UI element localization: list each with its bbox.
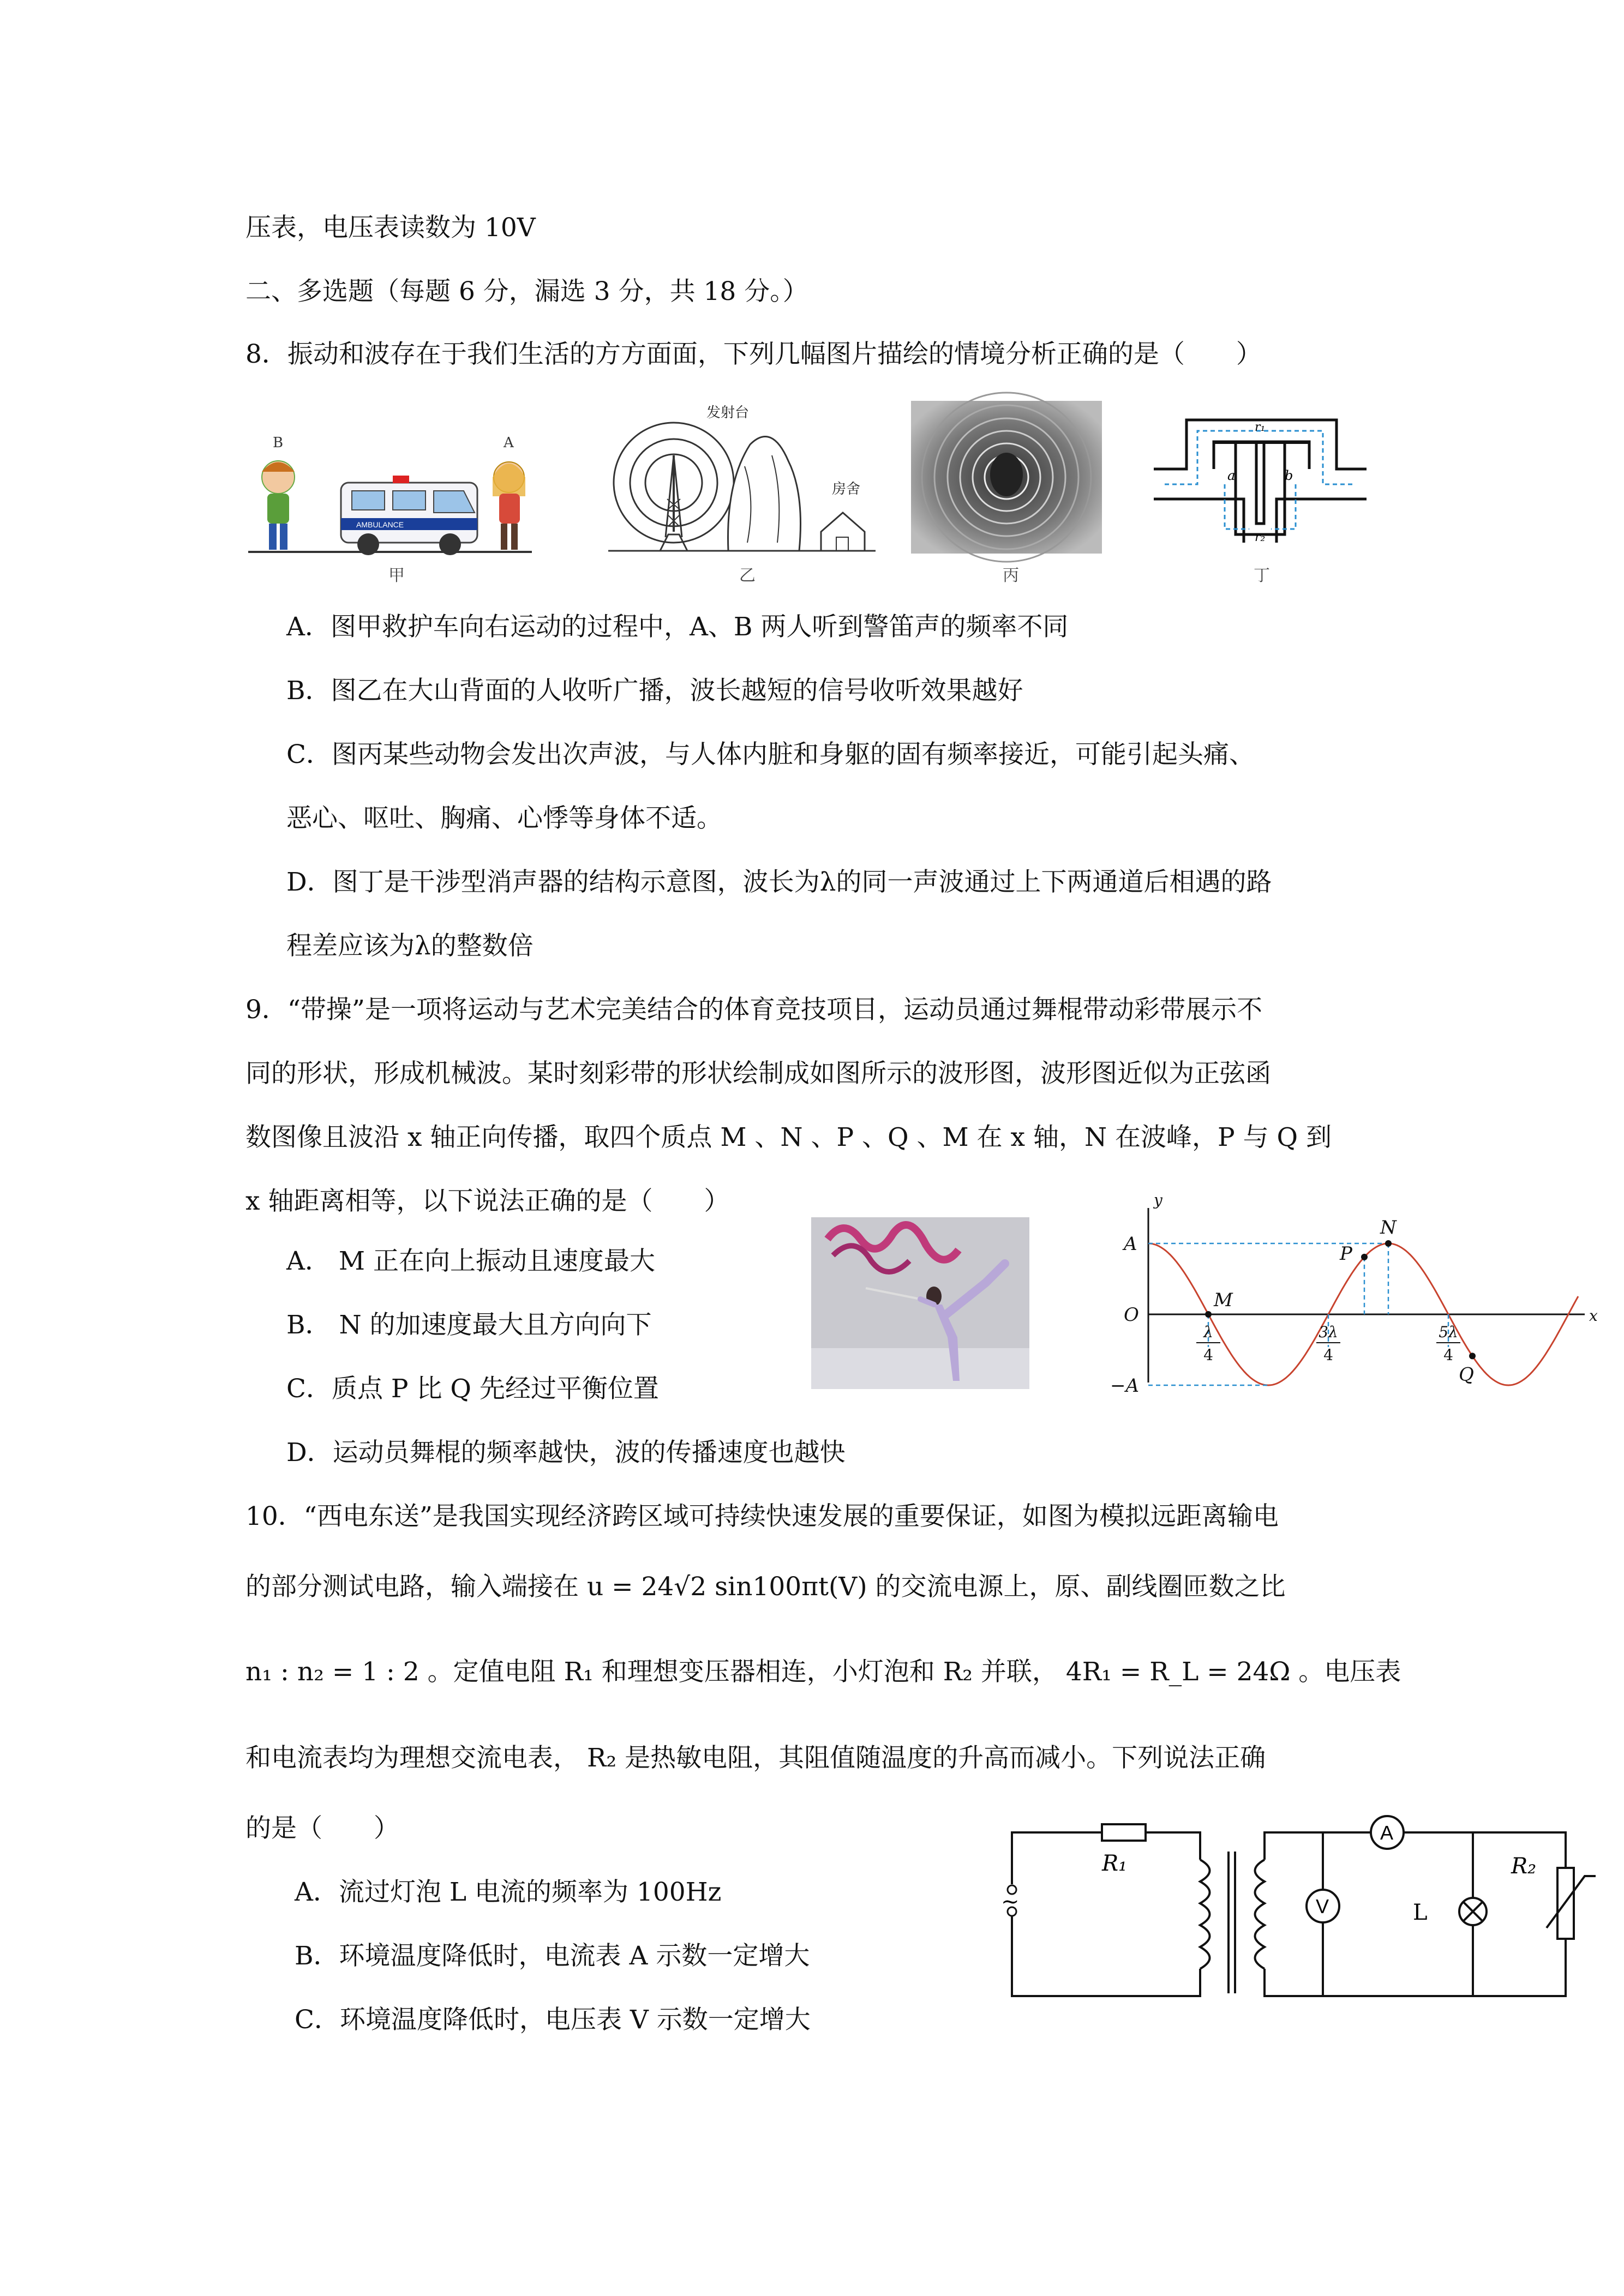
question-10-stem: 10．“西电东送”是我国实现经济跨区域可持续快速发展的重要保证，如图为模拟远距离输电 [245, 1501, 1279, 1531]
amp-label: A [1124, 1233, 1137, 1255]
caption-jia: 甲 [388, 566, 405, 585]
origin-label: O [1124, 1304, 1139, 1326]
option-8a: A．图甲救护车向右运动的过程中，A、B 两人听到警笛声的频率不同 [286, 612, 1069, 642]
label-tower: 发射台 [706, 405, 750, 421]
gymnast-photo [811, 1217, 1029, 1389]
question-9-stem-2: 同的形状，形成机械波。某时刻彩带的形状绘制成如图所示的波形图，波形图近似为正弦函 [245, 1059, 1271, 1089]
label-p: P [1340, 1242, 1352, 1265]
option-9b: B． N 的加速度最大且方向向下 [286, 1310, 652, 1340]
tick-label: 4 [1443, 1346, 1453, 1364]
y-label: y [1154, 1191, 1162, 1209]
tick-label: 5λ [1439, 1323, 1458, 1341]
option-9c: C．质点 P 比 Q 先经过平衡位置 [286, 1374, 659, 1404]
tick-label: 4 [1203, 1346, 1213, 1364]
ammeter-label: A [1380, 1822, 1394, 1844]
text-line: 压表，电压表读数为 10V [245, 213, 536, 243]
label-b-channel: b [1285, 468, 1293, 483]
question-10-stem-3: n₁ : n₂ = 1 : 2 。定值电阻 R₁ 和理想变压器相连，小灯泡和 R₂ 并联， 4R₁ = R_L = 24Ω 。电压表 [245, 1657, 1401, 1687]
figure-yi [608, 401, 876, 548]
wave-graph [1105, 1191, 1598, 1397]
point-m [1205, 1311, 1212, 1318]
figure-ding [1154, 420, 1367, 545]
point-q [1469, 1353, 1476, 1359]
question-10-stem-4: 和电流表均为理想交流电表， R₂ 是热敏电阻，其阻值随温度的升高而减小。下列说法正确 [245, 1743, 1266, 1773]
tick-label: 3λ [1319, 1323, 1338, 1341]
point-p [1361, 1254, 1368, 1260]
label-n: N [1380, 1217, 1397, 1239]
question-8-stem: 8．振动和波存在于我们生活的方方面面，下列几幅图片描绘的情境分析正确的是（ ） [245, 339, 1262, 369]
question-9-stem: 9．“带操”是一项将运动与艺术完美结合的体育竞技项目，运动员通过舞棍带动彩带展示不 [245, 995, 1262, 1025]
option-9d: D．运动员舞棍的频率越快，波的传播速度也越快 [286, 1438, 846, 1468]
option-8b: B．图乙在大山背面的人收听广播，波长越短的信号收听效果越好 [286, 676, 1023, 706]
figure-jia [248, 431, 532, 567]
label-a: A [504, 435, 514, 451]
option-8c: C．图丙某些动物会发出次声波，与人体内脏和身躯的固有频率接近，可能引起头痛、 [286, 740, 1255, 770]
option-10a: A．流过灯泡 L 电流的频率为 100Hz [295, 1877, 722, 1907]
label-r1: r₁ [1255, 420, 1266, 434]
label-a-channel: a [1227, 468, 1236, 483]
ambulance-label: AMBULANCE [356, 520, 404, 529]
option-9a: A． M 正在向上振动且速度最大 [286, 1246, 655, 1276]
lamp-label: L [1413, 1900, 1428, 1925]
x-label: x [1589, 1307, 1598, 1325]
label-m: M [1214, 1289, 1233, 1311]
label-r2: R₂ [1511, 1854, 1537, 1879]
option-10c: C．环境温度降低时，电压表 V 示数一定增大 [295, 2005, 811, 2035]
neg-amp-label: −A [1110, 1375, 1140, 1397]
question-9-stem-4: x 轴距离相等，以下说法正确的是（ ） [245, 1186, 730, 1216]
label-r2: r₂ [1255, 531, 1266, 544]
option-8d-cont: 程差应该为λ的整数倍 [286, 931, 534, 961]
tick-label: 4 [1323, 1346, 1333, 1364]
point-n [1385, 1240, 1392, 1247]
caption-ding: 丁 [1254, 566, 1270, 585]
question-10-stem-5: 的是（ ） [245, 1813, 399, 1843]
option-10b: B．环境温度降低时，电流表 A 示数一定增大 [295, 1941, 810, 1971]
option-8d: D．图丁是干涉型消声器的结构示意图，波长为λ的同一声波通过上下两通道后相遇的路 [286, 867, 1272, 897]
label-q: Q [1459, 1363, 1474, 1386]
caption-yi: 乙 [739, 566, 756, 585]
label-r1: R₁ [1102, 1851, 1128, 1876]
section-heading: 二、多选题（每题 6 分，漏选 3 分，共 18 分。） [245, 277, 808, 306]
question-10-stem-2: 的部分测试电路，输入端接在 u = 24√2 sin100πt(V) 的交流电源上，原、副线圈匝数之比 [245, 1572, 1286, 1602]
option-8c-cont: 恶心、呕吐、胸痛、心悸等身体不适。 [286, 803, 722, 833]
voltmeter-label: V [1316, 1895, 1329, 1918]
circuit-diagram [1001, 1808, 1577, 2015]
label-house: 房舍 [832, 481, 861, 497]
figure-bing [911, 401, 1102, 554]
question-9-stem-3: 数图像且波沿 x 轴正向传播，取四个质点 M 、N 、P 、Q 、M 在 x 轴，N 在波峰，P 与 Q 到 [245, 1122, 1332, 1152]
label-b: B [273, 435, 284, 451]
ac-source-symbol: ~ [1001, 1889, 1020, 1914]
tick-label: λ [1203, 1323, 1213, 1341]
caption-bing: 丙 [1003, 566, 1019, 585]
